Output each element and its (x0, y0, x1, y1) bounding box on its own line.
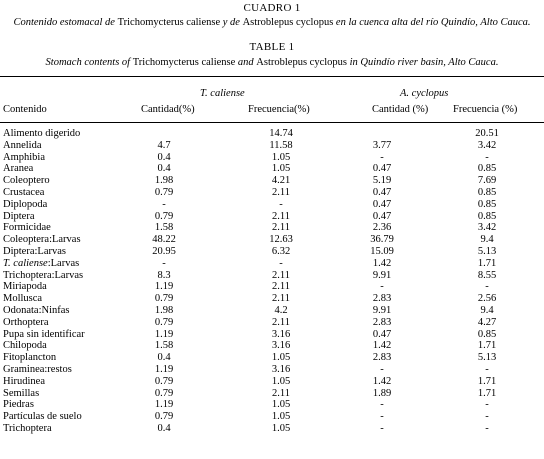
cell-cantidad-tc: 0.4 (157, 163, 171, 175)
cell-cantidad-tc: 20.95 (152, 245, 176, 257)
cell-frecuencia-tc: 1.05 (271, 399, 291, 411)
row-label (3, 222, 51, 234)
row-label (3, 317, 48, 329)
cell-frecuencia-ac: 3.42 (477, 222, 497, 234)
row-label-text: Annelida (3, 139, 42, 151)
cell-frecuencia-tc: 1.05 (271, 151, 291, 163)
table-row (0, 187, 544, 199)
cell-frecuencia-ac: 0.85 (477, 163, 497, 175)
cell-cantidad-ac: 3.77 (372, 139, 392, 151)
table-row (0, 399, 544, 411)
row-label-text: Semillas (3, 387, 40, 399)
cell-frecuencia-tc: 6.32 (271, 245, 291, 257)
cell-frecuencia-ac: 0.85 (477, 198, 497, 210)
row-label-text: Mollusca (3, 293, 43, 305)
row-label (3, 128, 80, 140)
row-label (3, 163, 33, 175)
row-label (3, 175, 50, 187)
caption-es-species-1: Trichomycterus caliense (117, 17, 221, 28)
caption-en-species-1: Trichomycterus caliense (132, 57, 236, 68)
row-label-text: Fitoplancton (3, 352, 57, 364)
table-row (0, 293, 544, 305)
row-label (3, 352, 56, 364)
row-label (3, 140, 42, 152)
cell-cantidad-ac: 1.89 (372, 387, 392, 399)
column-header-cantidad-2: Cantidad (%) (372, 104, 429, 115)
row-label (3, 305, 69, 317)
row-label-text: :Larvas (47, 257, 80, 269)
cell-frecuencia-ac: 4.27 (477, 316, 497, 328)
cell-cantidad-tc: 0.79 (154, 210, 174, 222)
cell-frecuencia-tc: 1.05 (271, 375, 291, 387)
cell-cantidad-ac: 0.47 (372, 163, 392, 175)
row-label (3, 270, 83, 282)
cell-frecuencia-ac: - (485, 151, 489, 163)
table-row (0, 199, 544, 211)
cell-frecuencia-ac: 9.4 (480, 234, 494, 246)
row-label-text: Amphibia (3, 151, 45, 163)
table-row (0, 163, 544, 175)
row-label-text: Diptera (3, 210, 35, 222)
cell-cantidad-ac: 0.47 (372, 198, 392, 210)
caption-en-part: in Quindío river basin, Alto Cauca. (346, 57, 499, 68)
cell-frecuencia-tc: 11.58 (269, 139, 293, 151)
row-label-text: Trichoptera:Larvas (3, 269, 84, 281)
cell-cantidad-ac: 5.19 (372, 175, 392, 187)
table-row (0, 317, 544, 329)
table-body (0, 128, 544, 435)
row-label-text: Coleoptera:Larvas (3, 234, 81, 246)
row-label-species: T. caliense (3, 257, 48, 269)
cell-frecuencia-ac: 0.85 (477, 328, 497, 340)
cell-frecuencia-tc: 14.74 (269, 128, 293, 139)
cell-cantidad-ac: 0.47 (372, 186, 392, 198)
caption-es-part: y de (220, 17, 243, 28)
table-row (0, 175, 544, 187)
cell-cantidad-tc: 0.79 (154, 411, 174, 423)
cell-cantidad-ac: 9.91 (372, 304, 392, 316)
table-row (0, 152, 544, 164)
cell-frecuencia-ac: 20.51 (475, 128, 499, 139)
cell-cantidad-ac: 1.42 (372, 375, 392, 387)
cell-cantidad-tc: 1.58 (154, 222, 174, 234)
cell-cantidad-tc: 0.79 (154, 186, 174, 198)
table-row (0, 352, 544, 364)
cell-cantidad-ac: 2.83 (372, 352, 392, 364)
caption-en-part: Stomach contents of (45, 57, 133, 68)
cell-frecuencia-tc: 1.05 (271, 422, 291, 434)
cell-cantidad-tc: - (162, 257, 166, 269)
cell-cantidad-tc: 1.98 (154, 304, 174, 316)
row-label-text: Orthoptera (3, 316, 49, 328)
row-label (3, 293, 42, 305)
row-label (3, 258, 79, 270)
table-row (0, 128, 544, 140)
cell-cantidad-ac: - (380, 399, 384, 411)
row-label (3, 234, 81, 246)
cell-cantidad-ac: 36.79 (370, 234, 394, 246)
caption-es-part: en la cuenca alta del río Quindío, Alto Cauca. (333, 17, 531, 28)
cell-cantidad-tc: 1.19 (154, 399, 174, 411)
table-header-rule (0, 122, 544, 123)
row-label (3, 364, 72, 376)
cell-frecuencia-ac: 1.71 (477, 257, 497, 269)
row-label-text: Trichoptera (3, 422, 52, 434)
row-label-text: Miriapoda (3, 281, 47, 293)
table-row (0, 234, 544, 246)
table-row (0, 270, 544, 282)
cell-cantidad-ac: - (380, 363, 384, 375)
cell-cantidad-tc: 0.79 (154, 375, 174, 387)
table-row (0, 305, 544, 317)
row-label-text: Crustacea (3, 186, 45, 198)
cell-cantidad-tc: - (162, 198, 166, 210)
table-row (0, 329, 544, 341)
cell-frecuencia-ac: 5.13 (477, 352, 497, 364)
cell-frecuencia-ac: 7.69 (477, 175, 497, 187)
row-label-text: Alimento digerido (3, 128, 81, 139)
group-header-a-cyclopus: A. cyclopus (400, 88, 449, 99)
table-row (0, 140, 544, 152)
row-label-text: Chilopoda (3, 340, 47, 352)
row-label-text: Graminea:restos (3, 363, 72, 375)
cell-frecuencia-ac: 1.71 (477, 375, 497, 387)
cell-cantidad-ac: 2.83 (372, 316, 392, 328)
row-label-text: Formicidae (3, 222, 51, 234)
cell-cantidad-ac: - (380, 422, 384, 434)
cell-frecuencia-ac: 3.42 (477, 139, 497, 151)
row-label (3, 376, 45, 388)
cell-frecuencia-ac: 9.4 (480, 304, 494, 316)
row-label-text: Hirudinea (3, 375, 45, 387)
cell-frecuencia-ac: - (485, 422, 489, 434)
cell-frecuencia-tc: 1.05 (271, 411, 291, 423)
cell-cantidad-tc: 4.7 (157, 139, 171, 151)
cell-frecuencia-tc: 4.2 (274, 304, 288, 316)
cell-cantidad-tc: 1.19 (154, 281, 174, 293)
row-label-text: Partículas de suelo (3, 411, 82, 423)
caption-en-part: and (235, 57, 257, 68)
cell-frecuencia-tc: 2.11 (272, 387, 290, 399)
cell-frecuencia-tc: 1.05 (271, 163, 291, 175)
row-label (3, 281, 47, 293)
cell-cantidad-ac: 0.47 (372, 210, 392, 222)
cell-cantidad-ac: - (380, 151, 384, 163)
cell-cantidad-ac: 1.42 (372, 340, 392, 352)
row-label-text: Pupa sin identificar (3, 328, 85, 340)
cell-frecuencia-ac: 2.56 (477, 293, 497, 305)
cell-frecuencia-tc: 2.11 (272, 281, 290, 293)
cell-cantidad-tc: 0.4 (157, 151, 171, 163)
row-label-text: Odonata:Ninfas (3, 304, 70, 316)
cell-cantidad-tc: 0.4 (157, 352, 171, 364)
cell-cantidad-ac: 15.09 (370, 245, 394, 257)
table-row (0, 211, 544, 223)
cell-frecuencia-ac: 1.71 (477, 340, 497, 352)
cell-cantidad-ac: 2.36 (372, 222, 392, 234)
cell-frecuencia-tc: 2.11 (272, 316, 290, 328)
cell-cantidad-ac: - (380, 411, 384, 423)
cell-cantidad-tc: 0.79 (154, 387, 174, 399)
cell-frecuencia-ac: 1.71 (477, 387, 497, 399)
cell-frecuencia-tc: - (279, 257, 283, 269)
table-row (0, 281, 544, 293)
cell-frecuencia-tc: 12.63 (269, 234, 293, 246)
cell-cantidad-tc: 0.79 (154, 316, 174, 328)
table-row (0, 340, 544, 352)
row-label (3, 246, 66, 258)
row-label-text: Coleoptero (3, 175, 50, 187)
row-label (3, 411, 82, 423)
cell-frecuencia-ac: - (485, 281, 489, 293)
table-row (0, 246, 544, 258)
cell-cantidad-ac: 2.83 (372, 293, 392, 305)
column-header-frecuencia-2: Frecuencia (%) (453, 104, 518, 115)
cell-frecuencia-tc: 1.05 (271, 352, 291, 364)
column-header-cantidad-1: Cantidad(%) (141, 104, 195, 115)
row-label (3, 187, 44, 199)
row-label (3, 199, 47, 211)
table-row (0, 411, 544, 423)
cell-frecuencia-tc: - (279, 198, 283, 210)
table-en-title: TABLE 1 (249, 41, 295, 53)
cell-cantidad-tc: 48.22 (152, 234, 176, 246)
cell-frecuencia-ac: 0.85 (477, 186, 497, 198)
cell-frecuencia-ac: - (485, 399, 489, 411)
row-label-text: Diptera:Larvas (3, 245, 66, 257)
cell-frecuencia-tc: 2.11 (272, 210, 290, 222)
cell-cantidad-tc: 1.19 (154, 363, 174, 375)
row-label (3, 388, 39, 400)
table-en-caption (0, 57, 544, 68)
cell-frecuencia-ac: - (485, 411, 489, 423)
row-label (3, 399, 34, 411)
caption-es-part: Contenido estomacal de (13, 17, 118, 28)
cell-frecuencia-tc: 3.16 (271, 328, 291, 340)
row-label (3, 340, 47, 352)
column-header-contenido: Contenido (3, 104, 47, 115)
row-label (3, 211, 35, 223)
table-top-rule (0, 76, 544, 77)
cell-frecuencia-tc: 3.16 (271, 340, 291, 352)
table-row (0, 222, 544, 234)
cell-frecuencia-tc: 2.11 (272, 222, 290, 234)
cell-cantidad-tc: 0.4 (157, 422, 171, 434)
cell-cantidad-tc: 8.3 (157, 269, 171, 281)
cell-cantidad-ac: 9.91 (372, 269, 392, 281)
table-row (0, 376, 544, 388)
row-label (3, 329, 85, 341)
group-header-t-caliense: T. caliense (200, 88, 245, 99)
cell-cantidad-tc: 0.79 (154, 293, 174, 305)
table-row (0, 423, 544, 435)
column-header-frecuencia-1: Frecuencia(%) (248, 104, 310, 115)
cell-cantidad-ac: - (380, 281, 384, 293)
row-label-text: Aranea (3, 163, 34, 175)
cell-cantidad-ac: 1.42 (372, 257, 392, 269)
table-row (0, 364, 544, 376)
row-label (3, 152, 45, 164)
table-row (0, 388, 544, 400)
cell-frecuencia-tc: 4.21 (271, 175, 291, 187)
cell-frecuencia-ac: 8.55 (477, 269, 497, 281)
table-es-caption (0, 17, 544, 28)
cell-cantidad-tc: 1.58 (154, 340, 174, 352)
cell-cantidad-ac: 0.47 (372, 328, 392, 340)
caption-en-species-2: Astroblepus cyclopus (256, 57, 347, 68)
row-label (3, 423, 52, 435)
cell-frecuencia-tc: 2.11 (272, 269, 290, 281)
row-label-text: Piedras (3, 399, 34, 411)
cell-frecuencia-ac: - (485, 363, 489, 375)
cell-frecuencia-ac: 5.13 (477, 245, 497, 257)
caption-es-species-2: Astroblepus cyclopus (242, 17, 334, 28)
row-label-text: Diplopoda (3, 198, 48, 210)
table-row (0, 258, 544, 270)
cell-frecuencia-tc: 2.11 (272, 186, 290, 198)
cell-frecuencia-ac: 0.85 (477, 210, 497, 222)
cell-frecuencia-tc: 2.11 (272, 293, 290, 305)
table-es-title: CUADRO 1 (243, 2, 301, 14)
cell-cantidad-tc: 1.98 (154, 175, 174, 187)
cell-cantidad-tc: 1.19 (154, 328, 174, 340)
cell-frecuencia-tc: 3.16 (271, 363, 291, 375)
